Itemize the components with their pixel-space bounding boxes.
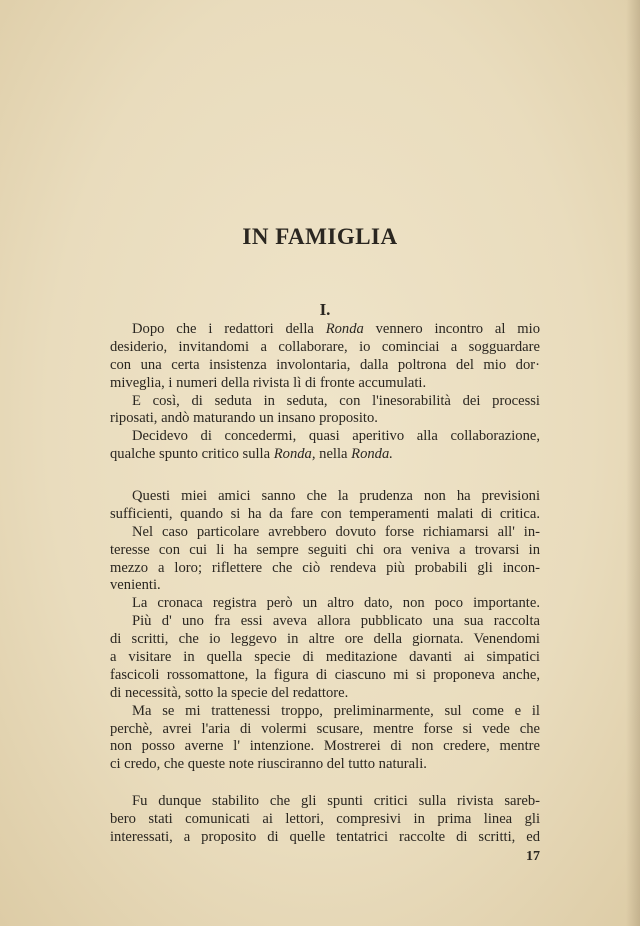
text-line — [110, 721, 540, 739]
text-run: miveglia, i numeri della rivista lì di fronte accumulati. — [110, 374, 427, 391]
text-line — [110, 542, 540, 560]
text-run: Dopo che i redattori della — [132, 321, 326, 337]
italic-title-text: Ronda, — [273, 446, 316, 463]
text-line — [110, 613, 540, 631]
text-line — [110, 577, 540, 595]
text-line — [110, 631, 540, 649]
text-line — [110, 339, 540, 357]
page-edge-shadow — [626, 0, 640, 926]
chapter-title: IN FAMIGLIA — [242, 224, 398, 249]
text-run: vennero incontro al mio — [363, 321, 540, 337]
text-run: qualche spunto critico sulla — [110, 446, 274, 463]
text-line — [110, 829, 540, 847]
text-block-2 — [110, 488, 540, 774]
text-line — [110, 428, 540, 446]
text-run: venienti. — [110, 577, 161, 594]
page-number: 17 — [526, 849, 540, 864]
text-line — [110, 703, 540, 721]
text-line — [110, 410, 540, 428]
text-line — [110, 667, 540, 685]
text-run: di scritti, che io leggevo in altre ore della giornata. Venendomi — [110, 631, 540, 648]
section-number: I. — [319, 300, 331, 319]
text-line — [110, 506, 540, 524]
text-line — [110, 375, 540, 393]
text-run: Ma se mi trattenessi troppo, preliminarmente, sul come e il — [132, 702, 540, 719]
text-run: nella — [315, 446, 352, 463]
text-run: interessati, a proposito di quelle tentatrici raccolte di scritti, ed — [110, 828, 540, 845]
text-line — [110, 595, 540, 613]
text-line — [110, 793, 540, 811]
text-run: di necessità, sotto la specie del redattore. — [110, 684, 349, 701]
text-line — [110, 446, 540, 464]
text-run: a visitare in quella specie di meditazione davanti ai simpatici — [110, 649, 540, 666]
text-line — [110, 811, 540, 829]
text-line — [110, 738, 540, 756]
text-line — [110, 756, 540, 774]
text-line — [110, 357, 540, 375]
text-block-1 — [110, 321, 540, 464]
text-line — [110, 321, 540, 339]
text-run: La cronaca registra però un altro dato, non poco importante. — [132, 595, 540, 612]
text-run: Fu dunque stabilito che gli spunti critici sulla rivista sareb- — [132, 793, 540, 809]
text-run: riposati, andò maturando un insano proposito. — [110, 410, 378, 427]
text-run: perchè, avrei l'aria di volermi scusare, mentre forse si vede che — [110, 720, 540, 737]
text-run: ci credo, che queste note riusciranno del tutto naturali. — [110, 756, 427, 773]
italic-title-text: Ronda. — [351, 446, 393, 463]
text-run: con una certa insistenza involontaria, dalla poltrona del mio dor· — [110, 356, 540, 373]
italic-title-text: Ronda — [325, 321, 364, 337]
text-run: Questi miei amici sanno che la prudenza non ha previsioni — [132, 488, 540, 504]
text-line — [110, 393, 540, 411]
text-run: Nel caso particolare avrebbero dovuto forse richiamarsi all' in- — [132, 523, 540, 540]
text-run: E così, di seduta in seduta, con l'inesorabilità dei processi — [132, 392, 540, 409]
text-run: non posso averne l' intenzione. Mostrerei di non credere, mentre — [110, 738, 540, 755]
text-line — [110, 524, 540, 542]
text-line — [110, 488, 540, 506]
text-run: fascicoli rossomattone, la figura di ciascuno mi si proponeva anche, — [110, 666, 540, 683]
text-run: sufficienti, quando si ha da fare con temperamenti malati di critica. — [110, 505, 540, 522]
text-run: Decidevo di concedermi, quasi aperitivo alla collaborazione, — [132, 428, 540, 445]
text-run: desiderio, invitandomi a collaborare, io cominciai a sogguardare — [110, 338, 540, 355]
text-run: bero stati comunicati ai lettori, compresivi in prima linea gli — [110, 810, 540, 827]
text-block-3 — [110, 793, 540, 847]
text-line — [110, 685, 540, 703]
text-line — [110, 649, 540, 667]
text-run: mezzo a loro; riflettere che ciò rendeva più probabili gli incon- — [110, 559, 540, 576]
text-run: teresse con cui li ha sempre seguiti chi ora veniva a trovarsi in — [110, 541, 540, 558]
text-run: Più d' uno fra essi aveva allora pubblicato una sua raccolta — [132, 613, 540, 630]
text-line — [110, 560, 540, 578]
